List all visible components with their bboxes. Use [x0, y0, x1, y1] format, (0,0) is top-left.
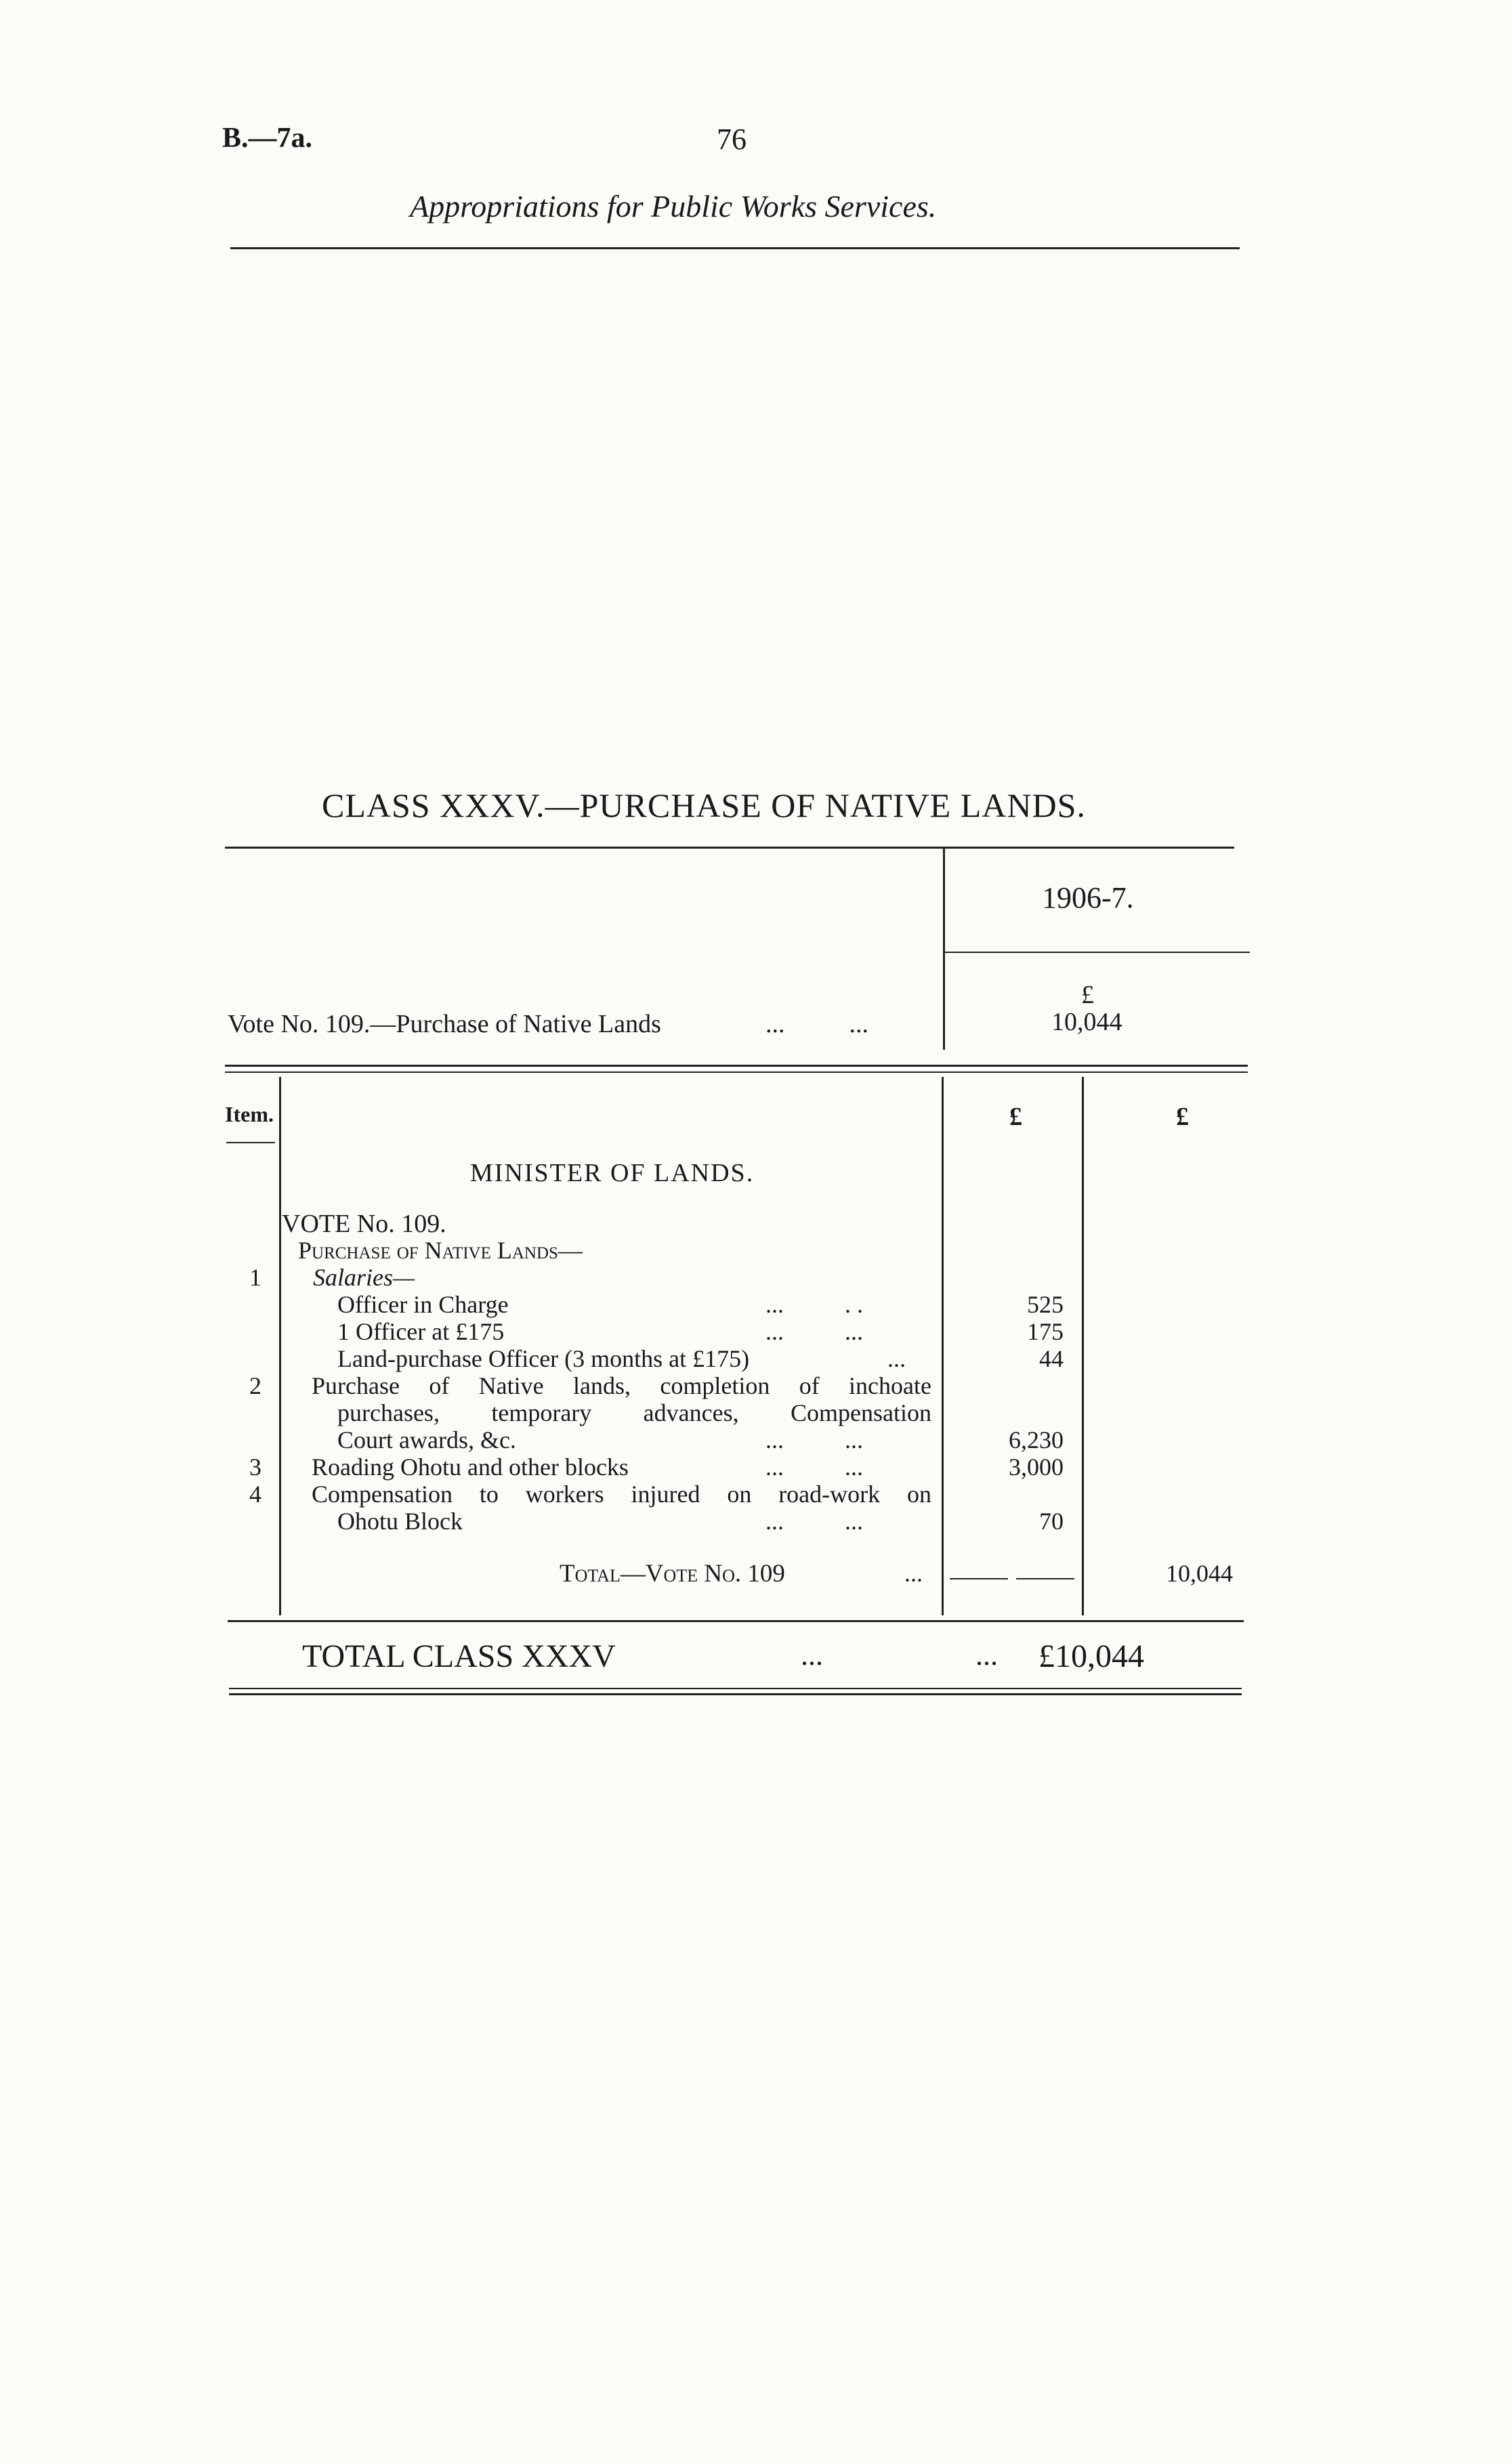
subtotal-rule: [1016, 1578, 1074, 1579]
item-column-header: Item.: [225, 1102, 274, 1126]
item-header-rule: [226, 1142, 275, 1143]
total-class-label: TOTAL CLASS XXXV: [302, 1638, 616, 1674]
vote-heading: VOTE No. 109.: [282, 1210, 446, 1238]
item-column-divider: [279, 1077, 281, 1615]
total-class-dots: ...: [975, 1638, 998, 1672]
department-heading: MINISTER OF LANDS.: [470, 1159, 755, 1187]
total-column-currency: £: [1176, 1103, 1189, 1131]
line-item-text: Officer in Charge: [337, 1291, 509, 1318]
line-item-amount: 70: [1039, 1508, 1064, 1535]
line-item-text: Salaries—: [313, 1264, 415, 1291]
final-rule-bottom: [229, 1693, 1242, 1695]
year-label: 1906-7.: [1042, 881, 1134, 914]
vote-total-dots: ...: [904, 1560, 923, 1587]
page-number: 76: [717, 123, 747, 156]
vote-label: Vote No. 109.—Purchase of Native Lands: [228, 1010, 661, 1038]
line-item-text: Roading Ohotu and other blocks: [312, 1453, 629, 1481]
leader-dots: ... ...: [765, 1426, 863, 1453]
header-rule: [230, 247, 1240, 249]
summary-divider: [943, 847, 945, 1050]
item-number: 3: [249, 1453, 261, 1481]
vote-subhead: Purchase of Native Lands—: [298, 1237, 583, 1264]
line-item-text: Land-purchase Officer (3 months at £175): [337, 1345, 750, 1372]
double-rule-top: [225, 1065, 1248, 1067]
line-item-text: Compensation to workers injured on road-work on: [312, 1481, 931, 1508]
item-number: 2: [249, 1372, 261, 1399]
leader-dots: ... ...: [765, 1318, 863, 1345]
line-item-amount: 525: [1027, 1291, 1064, 1318]
document-reference: B.—7a.: [222, 123, 313, 154]
leader-dots: ... ...: [765, 1508, 863, 1535]
total-class-amount: £10,044: [1038, 1638, 1144, 1674]
page-title: Appropriations for Public Works Services.: [410, 189, 937, 224]
item-number: 4: [249, 1481, 261, 1508]
vote-leader-dots: ... ...: [765, 1010, 868, 1038]
detail-bottom-rule: [228, 1620, 1244, 1622]
leader-dots: ... . .: [765, 1291, 863, 1318]
summary-currency: £: [1081, 981, 1094, 1009]
line-item-text: Purchase of Native lands, completion of inchoate: [312, 1372, 931, 1399]
leader-dots: ...: [887, 1345, 906, 1372]
vote-amount: 10,044: [1051, 1008, 1122, 1036]
summary-top-rule: [225, 847, 1234, 849]
line-item-amount: 44: [1039, 1345, 1064, 1372]
amount-column-divider: [942, 1077, 944, 1615]
item-number: 1: [249, 1264, 261, 1291]
line-item-amount: 3,000: [1009, 1453, 1064, 1481]
leader-dots: ... ...: [765, 1453, 863, 1481]
double-rule-bottom: [225, 1071, 1248, 1073]
line-item-text: 1 Officer at £175: [337, 1318, 505, 1345]
line-item-amount: 6,230: [1009, 1426, 1064, 1453]
subtotal-rule: [950, 1578, 1008, 1579]
final-rule-top: [229, 1688, 1242, 1689]
class-title: CLASS XXXV.—PURCHASE OF NATIVE LANDS.: [322, 786, 1086, 824]
line-item-amount: 175: [1027, 1318, 1064, 1345]
line-item-text: Court awards, &c.: [337, 1426, 516, 1453]
year-rule: [945, 952, 1250, 953]
line-item-text: Ohotu Block: [337, 1508, 463, 1535]
vote-total-label: Total—Vote No. 109: [560, 1560, 785, 1588]
total-column-divider: [1082, 1077, 1084, 1615]
amount-column-currency: £: [1009, 1103, 1022, 1131]
line-item-text: purchases, temporary advances, Compensation: [337, 1399, 931, 1426]
vote-total-amount: 10,044: [1166, 1560, 1233, 1587]
total-class-dots: ...: [801, 1638, 823, 1672]
